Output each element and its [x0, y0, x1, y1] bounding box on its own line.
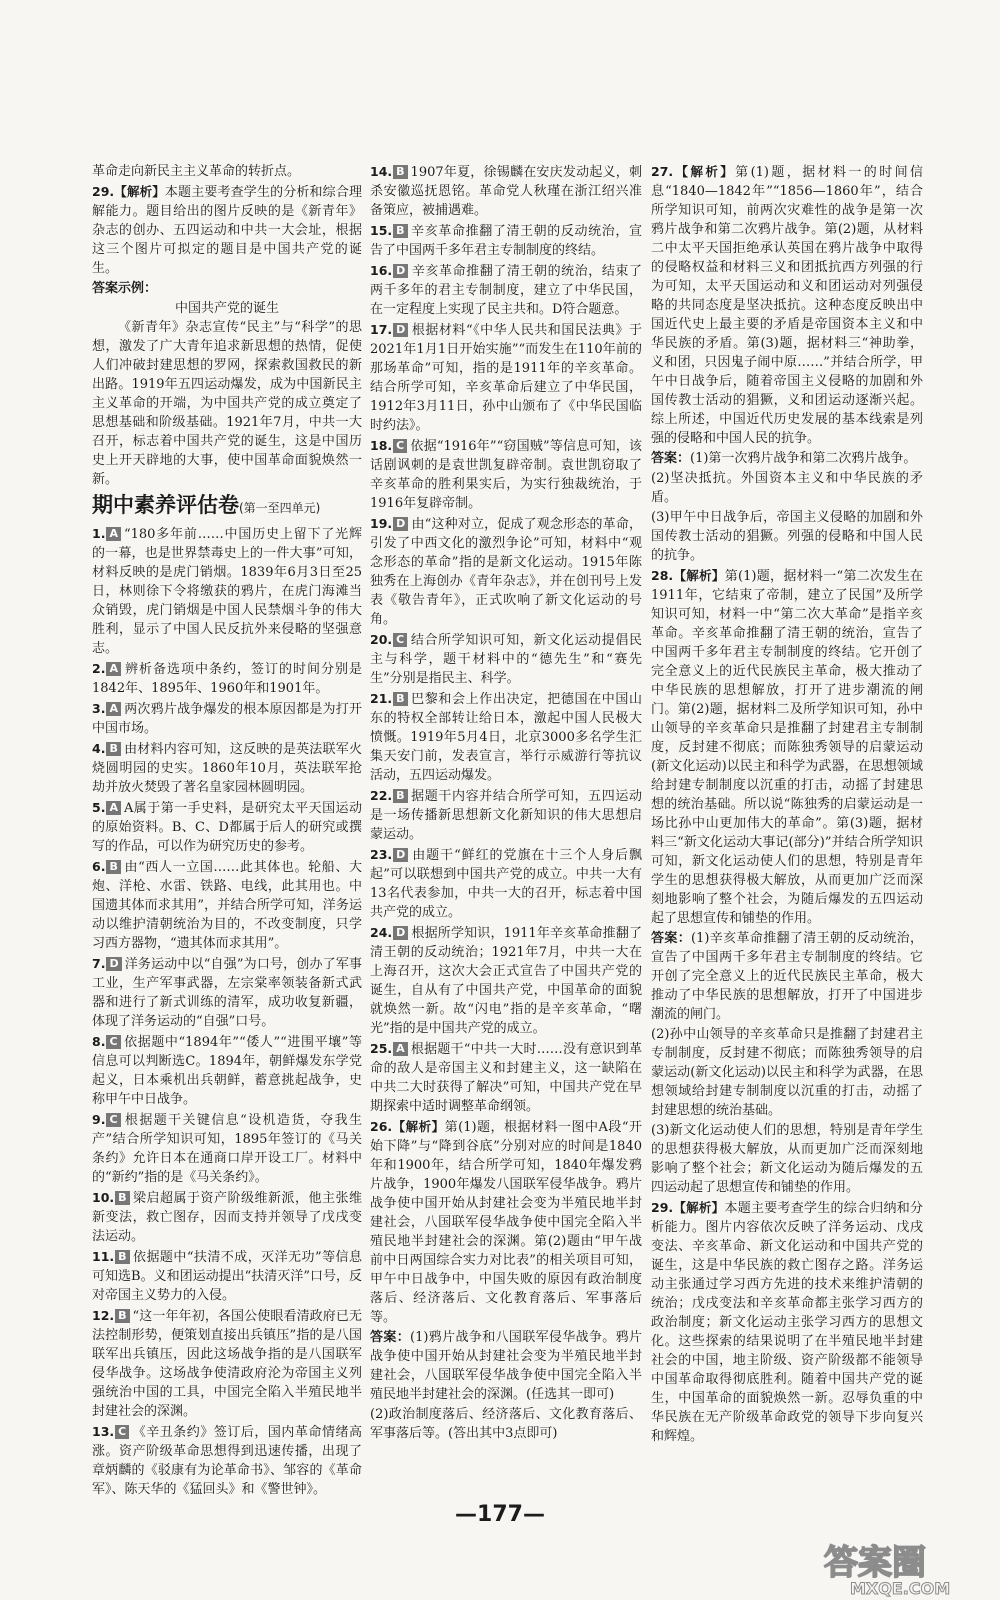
question-number: 14.: [370, 164, 393, 179]
question-explanation: 由“西人一立国……此其体也。轮船、大炮、洋枪、水雷、铁路、电线，此其用也。中国遗其体而求其用”，并结合所学可知，洋务运动以维护清朝统治为目的，不改变制度，只学习西方器物，“遗其体而求其用”。: [92, 860, 362, 951]
question-explanation: 依据题中“扶清不成，灭洋无功”等信息可知选B。义和团运动提出“扶清灭洋”口号，反对帝国主义势力的入侵。: [92, 1250, 362, 1303]
question-item: [92, 1032, 362, 1109]
answer-option-badge: C: [393, 633, 407, 647]
question-number: 10.: [92, 1190, 115, 1205]
question-26-analysis: 26.【解析】第(1)题，根据材料一图中A段“开始下降”与“降到谷底”分别对应的时间是1840年和1900年，结合所学可知，1840年爆发鸦片战争，1900年爆发八国联军侵华战争。鸦片战争使中国开始从封建社会变为半殖民地半封建社会，八国联军侵华战争使中国完全陷入半殖民地半封建社会的深渊。第(2)题由“甲午战前中日两国综合实力对比表”的相关项目可知，甲午中日战争中，中国失败的原因有政治制度落后、经济落后、文化教育落后、军事落后等。: [370, 1119, 642, 1325]
answer-option-badge: C: [115, 1425, 129, 1439]
question-item: [92, 1422, 362, 1499]
question-28-answer: 答案：(1)辛亥革命推翻了清王朝的反动统治，宣告了中国两千多年君主专制制度的终结。它开创了完全意义上的近代民族民主革命，极大推动了中华民族的思想解放，打开了中国进步潮流的闸门。: [651, 931, 923, 1022]
question-explanation: 由题干“鲜红的党旗在十三个人身后飘起”可以联想到中国共产党的成立。中共一大有13名代表参加，中共一大的召开，标志着中国共产党的成立。: [370, 848, 642, 920]
question-explanation: 结合所学知识可知，新文化运动提倡民主与科学，题干材料中的“德先生”和“赛先生”分别是指民主、科学。: [370, 633, 642, 686]
section-heading: 期中素养评估卷(第一至四单元): [92, 493, 321, 517]
question-number: 24.: [370, 925, 393, 940]
answer-option-badge: D: [393, 848, 408, 862]
question-item: [92, 857, 362, 953]
question-item: [92, 659, 362, 698]
column-left: [92, 162, 362, 1500]
question-number: 23.: [370, 847, 393, 862]
question-28-answer-2: (2)孙中山领导的辛亥革命只是推翻了封建君主专制制度，反封建不彻底；而陈独秀领导的启蒙运动(新文化运动)以民主和科学为武器，在思想领域给封建专制制度以沉重的打击，动摇了封建思想的统治基础。: [651, 1027, 923, 1118]
question-item: [370, 786, 642, 844]
question-item: [370, 436, 642, 513]
question-number: 17.: [370, 322, 393, 337]
answer-option-badge: A: [106, 662, 121, 676]
question-item: [370, 630, 642, 688]
question-item: [370, 689, 642, 785]
question-27-analysis: 27.【解析】第(1)题，据材料一的时间信息“1840—1842年”“1856—1860年”，结合所学知识可知，前两次灾难性的战争是第一次鸦片战争和第二次鸦片战争。第(2)题，从材料二中太平天国拒绝承认英国在鸦片战争中取得的侵略权益和材料三义和团抵抗西方列强的行为可知，太平天国运动和义和团运动对列强侵略的共同态度是坚决抵抗。这种态度反映出中国近代史上最主要的矛盾是帝国资本主义和中华民族的矛盾。第(3)题，据材料三“神助拳，义和团，只因鬼子闹中原……”并结合所学，甲午中日战争后，随着帝国主义侵略的加剧和外国传教士活动的猖獗，义和团运动逐渐兴起。综上所述，中国近代历史发展的基本线索是列强的侵略和中国人民的抗争。: [651, 164, 923, 446]
question-explanation: 洋务运动中以“自强”为口号，创办了军事工业，生产军事武器，左宗棠率领装备新式武器和进行了新式训练的清军，成功收复新疆，体现了洋务运动的“自强”口号。: [92, 957, 362, 1029]
question-explanation: 根据题干“中共一大时……没有意识到革命的敌人是帝国主义和封建主义，这一缺陷在中共二大时获得了解决”可知，中国共产党在早期探索中适时调整革命纲领。: [370, 1042, 642, 1114]
answer-example-title: 中国共产党的诞生: [174, 301, 279, 316]
answer-option-badge: B: [393, 789, 407, 803]
question-item: [92, 524, 362, 658]
page-number: —177—: [455, 1502, 545, 1527]
question-explanation: 巴黎和会上作出决定，把德国在中国山东的特权全部转让给日本，激起中国人民极大愤慨。1919年5月4日，北京3000多名学生汇集天安门前，发表宣言，举行示威游行等抗议活动，五四运动爆发。: [370, 692, 642, 783]
question-item: [370, 320, 642, 435]
question-explanation: “这一年年初，各国公使眼看清政府已无法控制形势，便策划直接出兵镇压”指的是八国联军出兵镇压，因此这场战争指的是八国联军侵华战争。这场战争使清政府沦为帝国主义列强统治中国的工具，中国完全陷入半殖民地半封建社会的深渊。: [92, 1309, 362, 1419]
answer-example-text: 《新青年》杂志宣传“民主”与“科学”的思想，激发了广大青年追求新思想的热情，促使人们冲破封建思想的罗网，探索救国救民的新出路。1919年五四运动爆发，成为中国新民主主义革命的开端，为中国共产党的成立奠定了思想基础和阶级基础。1921年7月，中共一大召开，标志着中国共产党的诞生，这是中国历史上开天辟地的大事，使中国革命面貌焕然一新。: [92, 320, 362, 487]
question-number: 8.: [92, 1034, 106, 1049]
question-number: 20.: [370, 632, 393, 647]
question-item: [370, 514, 642, 629]
question-explanation: 根据材料“《中华人民共和国民法典》于2021年1月1日开始实施”“而发生在110年前的那场革命”可知，指的是1911年的辛亥革命。结合所学可知，辛亥革命后建立了中华民国，1912年3月11日，孙中山颁布了《中华民国临时约法》。: [370, 323, 642, 433]
question-explanation: 辛亥革命推翻了清王朝的统治，结束了两千多年的君主专制制度，建立了中华民国，在一定程度上实现了民主共和。D符合题意。: [370, 264, 642, 317]
answer-option-badge: B: [106, 860, 120, 874]
question-29-final-analysis: 29.【解析】本题主要考查学生的综合归纳和分析能力。图片内容依次反映了洋务运动、戊戌变法、辛亥革命、新文化运动和中国共产党的诞生，这是中华民族的救亡图存之路。洋务运动主张通过学习西方先进的技术来维护清朝的统治；戊戌变法和辛亥革命都主张学习西方的政治制度；新文化运动主张学习西方的思想文化。这些探索的结果说明了在半殖民地半封建社会的中国，地主阶级、资产阶级都不能领导中国革命取得彻底胜利。随着中国共产党的诞生，中国革命的面貌焕然一新。忍辱负重的中华民族在无产阶级革命政党的领导下步向复兴和辉煌。: [651, 1200, 923, 1444]
question-item: [370, 845, 642, 922]
question-number: 16.: [370, 263, 393, 278]
answer-option-badge: D: [393, 926, 408, 940]
question-number: 3.: [92, 701, 106, 716]
answer-option-badge: D: [393, 517, 408, 531]
question-item: [92, 954, 362, 1031]
question-item: [370, 923, 642, 1038]
answer-option-badge: A: [106, 702, 121, 716]
question-27-answer-2: (2)坚决抵抗。外国资本主义和中华民族的矛盾。: [651, 471, 923, 505]
question-explanation: 1907年夏，徐锡麟在安庆发动起义，刺杀安徽巡抚恩铭。革命党人秋瑾在浙江绍兴准备策应，被捕遇难。: [370, 165, 642, 218]
question-explanation: 辨析备选项中条约，签订的时间分别是1842年、1895年、1960年和1901年。: [92, 662, 362, 696]
question-number: 25.: [370, 1041, 393, 1056]
question-number: 19.: [370, 516, 393, 531]
answer-option-badge: B: [115, 1309, 129, 1323]
question-list-left: [92, 524, 362, 1499]
question-item: [92, 699, 362, 738]
answer-option-badge: D: [393, 323, 408, 337]
question-number: 9.: [92, 1112, 106, 1127]
question-item: [370, 261, 642, 319]
question-number: 12.: [92, 1308, 115, 1323]
question-item: [92, 1306, 362, 1421]
answer-option-badge: A: [393, 1042, 408, 1056]
question-number: 6.: [92, 859, 106, 874]
answer-option-badge: D: [393, 264, 408, 278]
question-explanation: “180多年前……中国历史上留下了光辉的一幕，也是世界禁毒史上的一件大事”可知，材料反映的是虎门销烟。1839年6月3日至25日，林则徐下令将缴获的鸦片，在虎门海滩当众销毁，虎门销烟是中国人民禁烟斗争的伟大胜利，显示了中国人民反抗外来侵略的坚强意志。: [92, 527, 362, 656]
answer-option-badge: B: [115, 1191, 129, 1205]
answer-option-badge: B: [393, 165, 407, 179]
question-item: [370, 162, 642, 220]
question-27-answer: 答案：(1)第一次鸦片战争和第二次鸦片战争。: [651, 451, 917, 466]
question-explanation: 由“这种对立，促成了观念形态的革命，引发了中西文化的激烈争论”可知，材料中“观念形态的革命”指的是新文化运动。1915年陈独秀在上海创办《青年杂志》，并在创刊号上发表《敬告青年》，正式吹响了新文化运动的号角。: [370, 517, 642, 627]
question-number: 18.: [370, 438, 393, 453]
answer-option-badge: C: [393, 439, 407, 453]
question-item: [92, 739, 362, 797]
column-right: [651, 162, 923, 1447]
question-explanation: 《辛丑条约》签订后，国内革命情绪高涨。资产阶级革命思想得到迅速传播，出现了章炳麟的《驳康有为论革命书》、邹容的《革命军》、陈天华的《猛回头》和《警世钟》。: [92, 1425, 362, 1497]
answer-option-badge: B: [115, 1250, 129, 1264]
question-number: 7.: [92, 956, 106, 971]
question-item: [92, 1110, 362, 1187]
svg-text:MXQE.COM: MXQE.COM: [850, 1579, 951, 1598]
watermark-logo: [820, 1540, 990, 1598]
question-27-answer-3: (3)甲午中日战争后，帝国主义侵略的加剧和外国传教士活动的猖獗。列强的侵略和中国人民的抗争。: [651, 510, 923, 563]
answer-option-badge: A: [106, 527, 121, 541]
question-number: 21.: [370, 691, 393, 706]
question-number: 11.: [92, 1249, 115, 1264]
question-item: [370, 221, 642, 260]
question-number: 1.: [92, 526, 106, 541]
question-number: 4.: [92, 741, 106, 756]
question-explanation: 两次鸦片战争爆发的根本原因都是为打开中国市场。: [92, 702, 362, 736]
question-item: [370, 1039, 642, 1116]
question-explanation: 根据所学知识，1911年辛亥革命推翻了清王朝的反动统治；1921年7月，中共一大在上海召开，这次大会正式宣告了中国共产党的诞生，自从有了中国共产党，中国革命的面貌就焕然一新。故“闪电”指的是辛亥革命，“曙光”指的是中国共产党的成立。: [370, 926, 642, 1036]
question-explanation: 根据题干关键信息“设机造货，夺我生产”结合所学知识可知，1895年签订的《马关条约》允许日本在通商口岸开设工厂。材料中的“新约”指的是《马关条约》。: [92, 1113, 362, 1185]
answer-option-badge: C: [106, 1035, 120, 1049]
question-26-answer: 答案：(1)鸦片战争和八国联军侵华战争。鸦片战争使中国开始从封建社会变为半殖民地半封建社会，八国联军侵华战争使中国完全陷入半殖民地半封建社会的深渊。(任选其一即可): [370, 1330, 642, 1402]
answer-example-label: 答案示例：: [92, 281, 158, 296]
answer-option-badge: B: [393, 692, 407, 706]
question-number: 2.: [92, 661, 106, 676]
question-26-answer-2: (2)政治制度落后、经济落后、文化教育落后、军事落后等。(答出其中3点即可): [370, 1407, 642, 1441]
question-explanation: 梁启超属于资产阶级维新派，他主张维新变法，救亡图存，因而支持并领导了戊戌变法运动。: [92, 1191, 362, 1244]
answer-option-badge: A: [106, 801, 121, 815]
carryover-text: 革命走向新民主主义革命的转折点。: [92, 164, 301, 179]
question-item: [92, 798, 362, 856]
question-explanation: 由材料内容可知，这反映的是英法联军火烧圆明园的史实。1860年10月，英法联军抢劫并放火焚毁了著名皇家园林圆明园。: [92, 742, 362, 795]
question-explanation: A属于第一手史料，是研究太平天国运动的原始资料。B、C、D都属于后人的研究或撰写的作品，可以作为研究历史的参考。: [92, 801, 362, 854]
question-explanation: 依据题中“1894年”“倭人”“进围平壤”等信息可以判断选C。1894年，朝鲜爆发东学党起义，日本乘机出兵朝鲜，蓄意挑起战争，史称甲午中日战争。: [92, 1035, 362, 1107]
question-list-middle: [370, 162, 642, 1116]
question-number: 13.: [92, 1424, 115, 1439]
question-number: 5.: [92, 800, 106, 815]
question-28-analysis: 28.【解析】第(1)题，据材料一“第二次发生在1911年，它结束了帝制，建立了民国”及所学知识可知，材料一中“第二次大革命”是指辛亥革命。辛亥革命推翻了清王朝的统治，宣告了中国两千多年君主专制制度的终结。它开创了完全意义上的近代民族民主革命，极大推动了中华民族的思想解放，打开了进步潮流的闸门。第(2)题，据材料二及所学知识可知，孙中山领导的辛亥革命只是推翻了封建君主专制制度，反封建不彻底；而陈独秀领导的启蒙运动(新文化运动)以民主和科学为武器，在思想领域给封建专制制度以沉重的打击，动摇了封建思想的统治基础。所以说“陈独秀的启蒙运动是一场比孙中山更加伟大的革命”。第(3)题，据材料三“新文化运动大事记(部分)”并结合所学知识可知，新文化运动使人们的思想，特别是青年学生的思想获得极大解放，从而更加广泛而深刻地影响了整个社会，为随后爆发的五四运动起了思想宣传和铺垫的作用。: [651, 568, 923, 926]
column-middle: [370, 162, 642, 1444]
answer-option-badge: C: [106, 1113, 120, 1127]
question-explanation: 辛亥革命推翻了清王朝的反动统治，宣告了中国两千多年君主专制制度的终结。: [370, 224, 642, 258]
svg-text:答案圈: 答案圈: [824, 1543, 926, 1583]
question-explanation: 据题干内容并结合所学可知，五四运动是一场传播新思想新文化新知识的伟大思想启蒙运动。: [370, 789, 642, 842]
answer-option-badge: B: [393, 224, 407, 238]
question-item: [92, 1247, 362, 1305]
question-28-answer-3: (3)新文化运动使人们的思想，特别是青年学生的思想获得极大解放，从而更加广泛而深刻地影响了整个社会；新文化运动为随后爆发的五四运动起了思想宣传和铺垫的作用。: [651, 1123, 923, 1195]
answer-option-badge: B: [106, 742, 120, 756]
question-29-analysis: 29.【解析】本题主要考查学生的分析和综合理解能力。题目给出的图片反映的是《新青年》杂志的创办、五四运动和中共一大会址，根据这三个图片可拟定的题目是中国共产党的诞生。: [92, 184, 362, 276]
question-explanation: 依据“1916年”“窃国贼”等信息可知，该话剧讽刺的是袁世凯复辟帝制。袁世凯窃取了辛亥革命的胜利果实后，为实行独裁统治，于1916年复辟帝制。: [370, 439, 642, 511]
question-number: 22.: [370, 788, 393, 803]
question-number: 15.: [370, 223, 393, 238]
answer-option-badge: D: [106, 957, 121, 971]
question-item: [92, 1188, 362, 1246]
